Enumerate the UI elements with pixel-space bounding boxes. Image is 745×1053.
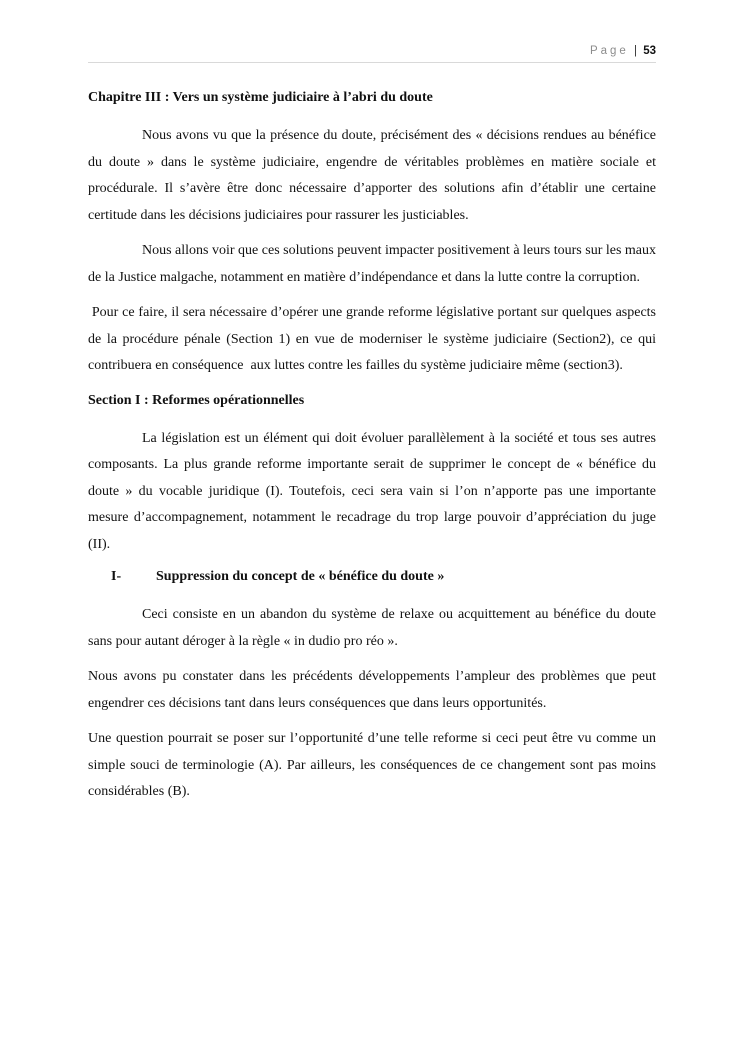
paragraph-intro-3: Pour ce faire, il sera nécessaire d’opérer une grande reforme législative portant sur quelques aspects de la procédure pénale (Section 1) en vue de moderniser le système judiciaire (Section2), ce qui contribuera en conséquence aux luttes contre les failles du système judiciaire même (section3). — [88, 305, 660, 373]
page-header — [88, 40, 656, 63]
paragraph-intro-2: Nous allons voir que ces solutions peuvent impacter positivement à leurs tours sur les maux de la Justice malgache, notamment en matière d’indépendance et dans la lutte contre la corruption. — [88, 243, 657, 285]
section-title: Section I : Reformes opérationnelles — [88, 392, 305, 408]
document-body — [88, 88, 660, 806]
page-label: Page — [589, 45, 629, 57]
chapter-title: Chapitre III : Vers un système judiciaire à l’abri du doute — [88, 90, 433, 105]
subsection-title: Suppression du concept de « bénéfice du doute » — [156, 569, 445, 584]
paragraph-subsection-2: Nous avons pu constater dans les précédents développements l’ampleur des problèmes que peut engendrer ces décisions tant dans leurs conséquences que dans leurs opportunités. — [88, 669, 656, 711]
page-number: 53 — [643, 45, 656, 57]
paragraph-subsection-1: Ceci consiste en un abandon du système de relaxe ou acquittement au bénéfice du doute sans pour autant déroger à la règle « in dudio pro réo ». — [88, 607, 656, 649]
page-separator: | — [634, 45, 637, 57]
paragraph-subsection-3: Une question pourrait se poser sur l’opportunité d’une telle reforme si ceci peut être vu comme un simple souci de terminologie (A). Par ailleurs, les conséquences de ce changement sont pas moins considérables (B). — [88, 731, 656, 799]
subsection-number: I- — [111, 569, 122, 584]
paragraph-intro-1: Nous avons vu que la présence du doute, précisément des « décisions rendues au bénéfice du doute » dans le système judiciaire, engendre de véritables problèmes en matière sociale et procédurale. Il s’avère être donc nécessaire d’apporter des solutions afin d’établir une certaine certitude dans les décisions judiciaires pour rassurer les justiciables. — [88, 128, 656, 223]
subsection-heading — [88, 567, 656, 587]
paragraph-section-1: La législation est un élément qui doit évoluer parallèlement à la société et tous ses autres composants. La plus grande reforme importante serait de supprimer le concept de « bénéfice du doute » du vocable juridique (I). Toutefois, ceci sera vain si l’on n’apporte pas une importante mesure d’accompagnement, notamment le recadrage du trop large pouvoir d’appréciation du juge (II). — [88, 430, 656, 552]
